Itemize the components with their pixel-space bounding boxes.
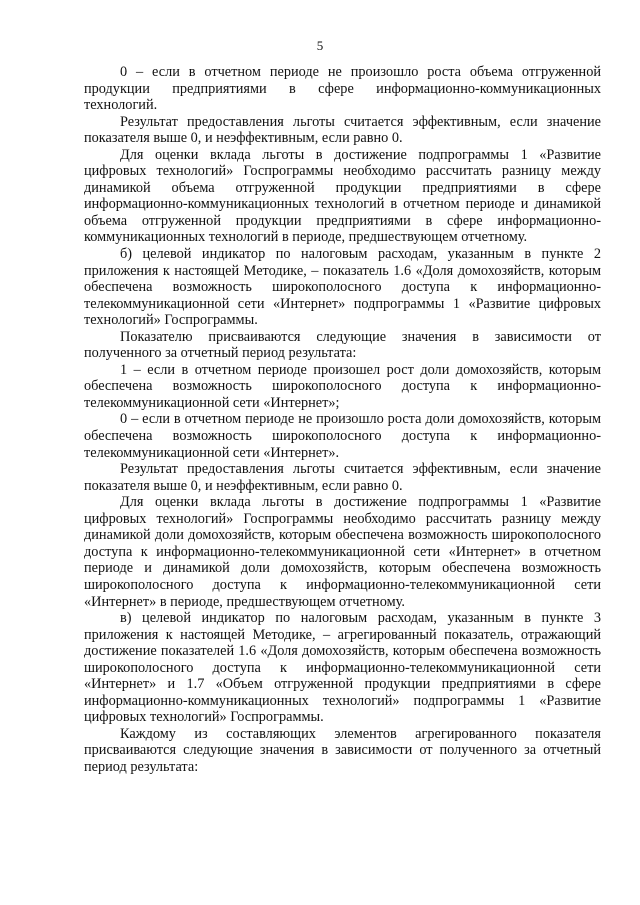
paragraph-1: 0 – если в отчетном периоде не произошло роста объема отгруженной продукции предприятиями в сфере информационно-коммуникационных технологий. bbox=[84, 64, 601, 114]
paragraph-7: 0 – если в отчетном периоде не произошло роста доли домохозяйств, которым обеспечена возможность широкополосного доступа к информационно-телекоммуникационной сети «Интернет». bbox=[84, 411, 601, 461]
paragraph-2: Результат предоставления льготы считается эффективным, если значение показателя выше 0, и неэффективным, если равно 0. bbox=[84, 113, 601, 147]
paragraph-4: б) целевой индикатор по налоговым расходам, указанным в пункте 2 приложения к настоящей Методике, – показатель 1.6 «Доля домохозяйств, которым обеспечена возможность широкополосного доступа к информационно-телекоммуникационной сети «Интернет» подпрограммы 1 «Развитие цифровых технологий» Госпрограммы. bbox=[84, 246, 601, 329]
paragraph-5: Показателю присваиваются следующие значения в зависимости от полученного за отчетный период результата: bbox=[84, 328, 601, 362]
paragraph-10: в) целевой индикатор по налоговым расходам, указанным в пункте 3 приложения к настоящей Методике, – агрегированный показатель, отражающий достижение показателей 1.6 «Доля домохозяйств, которым обеспечена возможность широкополосного доступа к информационно-телекоммуникационной сети «Интернет» и 1.7 «Объем отгруженной продукции предприятиями в сфере информационно-коммуникационных технологий» подпрограммы 1 «Развитие цифровых технологий» Госпрограммы. bbox=[84, 610, 601, 726]
paragraph-9: Для оценки вклада льготы в достижение подпрограммы 1 «Развитие цифровых технологий» Госпрограммы необходимо рассчитать разницу между динамикой доли домохозяйств, которым обеспечена возможность широкополосного доступа к информационно-телекоммуникационной сети «Интернет» в отчетном периоде и динамикой доли домохозяйств, которым обеспечена возможность широкополосного доступа к информационно-телекоммуникационной сети «Интернет» в периоде, предшествующем отчетному. bbox=[84, 494, 601, 610]
paragraph-3: Для оценки вклада льготы в достижение подпрограммы 1 «Развитие цифровых технологий» Госпрограммы необходимо рассчитать разницу между динамикой объема отгруженной продукции предприятиями в сфере информационно-коммуникационных технологий в отчетном периоде и динамикой объема отгруженной продукции предприятиями в сфере информационно-коммуникационных технологий в периоде, предшествующем отчетному. bbox=[84, 146, 601, 246]
paragraph-8: Результат предоставления льготы считается эффективным, если значение показателя выше 0, и неэффективным, если равно 0. bbox=[84, 461, 601, 494]
document-body bbox=[84, 64, 601, 776]
page-number: 5 bbox=[316, 38, 324, 53]
paragraph-11: Каждому из составляющих элементов агрегированного показателя присваиваются следующие значения в зависимости от полученного за отчетный период результата: bbox=[84, 725, 601, 775]
paragraph-6: 1 – если в отчетном периоде произошел рост доли домохозяйств, которым обеспечена возможность широкополосного доступа к информационно-телекоммуникационной сети «Интернет»; bbox=[84, 361, 601, 411]
